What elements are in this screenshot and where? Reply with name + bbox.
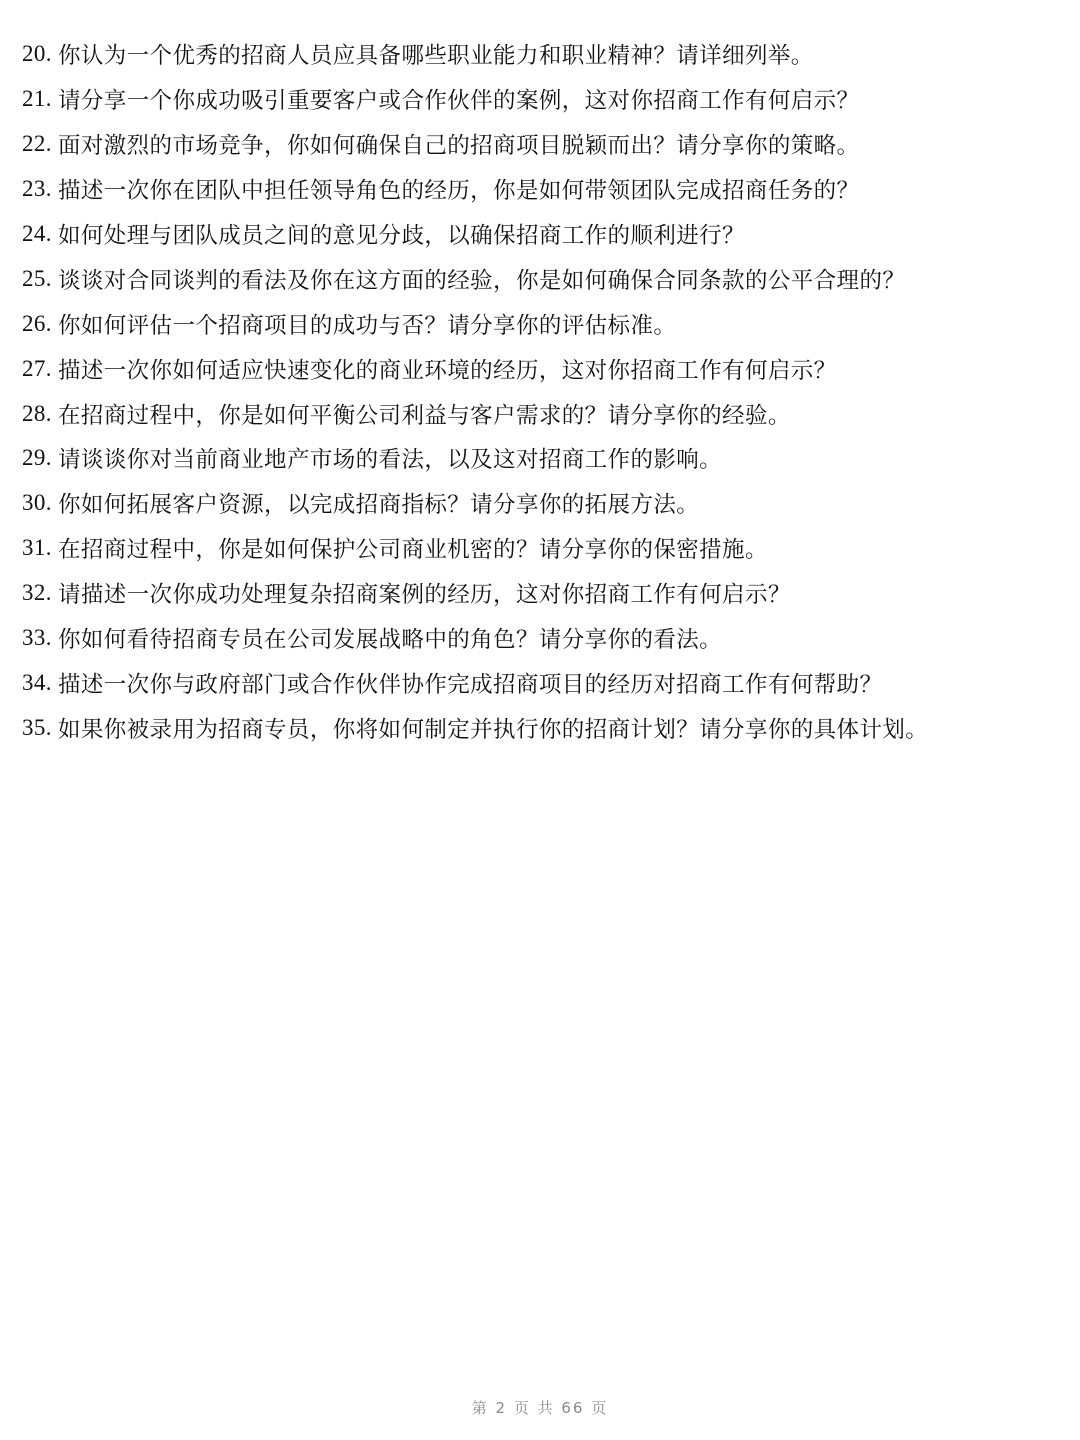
question-item bbox=[22, 301, 1072, 346]
question-text: 面对激烈的市场竞争，你如何确保自己的招商项目脱颖而出？请分享你的策略。 bbox=[57, 133, 860, 160]
question-item bbox=[22, 436, 1072, 481]
question-item bbox=[22, 346, 1072, 391]
question-number: 27. bbox=[22, 355, 52, 381]
question-text: 你如何拓展客户资源，以完成招商指标？请分享你的拓展方法。 bbox=[57, 492, 700, 519]
question-number: 24. bbox=[22, 221, 52, 246]
question-number: 32. bbox=[22, 580, 52, 606]
question-text: 如何处理与团队成员之间的意见分歧，以确保招商工作的顺利进行？ bbox=[57, 223, 745, 249]
question-text: 谈谈对合同谈判的看法及你在这方面的经验，你是如何确保合同条款的公平合理的？ bbox=[57, 267, 906, 294]
question-number: 20. bbox=[22, 41, 52, 67]
question-number: 29. bbox=[22, 445, 52, 471]
question-item bbox=[22, 167, 1072, 212]
question-text: 在招商过程中，你是如何平衡公司利益与客户需求的？请分享你的经验。 bbox=[57, 402, 791, 429]
question-text: 请谈谈你对当前商业地产市场的看法，以及这对招商工作的影响。 bbox=[57, 447, 723, 474]
question-item bbox=[22, 705, 1072, 750]
question-list bbox=[22, 32, 1072, 750]
question-number: 26. bbox=[22, 310, 52, 336]
question-text: 在招商过程中，你是如何保护公司商业机密的？请分享你的保密措施。 bbox=[57, 537, 768, 564]
question-item bbox=[22, 391, 1072, 436]
question-number: 22. bbox=[22, 131, 52, 157]
question-text: 你如何评估一个招商项目的成功与否？请分享你的评估标准。 bbox=[57, 312, 677, 339]
question-item bbox=[22, 616, 1072, 661]
question-item bbox=[22, 526, 1072, 571]
question-number: 33. bbox=[22, 625, 52, 651]
question-text: 描述一次你在团队中担任领导角色的经历，你是如何带领团队完成招商任务的？ bbox=[57, 178, 860, 205]
question-number: 25. bbox=[22, 265, 52, 291]
question-item bbox=[22, 212, 1072, 257]
question-number: 31. bbox=[22, 535, 52, 561]
question-item bbox=[22, 32, 1072, 77]
question-text: 描述一次你如何适应快速变化的商业环境的经历，这对你招商工作有何启示？ bbox=[57, 357, 837, 384]
question-text: 描述一次你与政府部门或合作伙伴协作完成招商项目的经历对招商工作有何帮助？ bbox=[57, 671, 883, 698]
question-item bbox=[22, 571, 1072, 616]
question-item bbox=[22, 481, 1072, 526]
question-item bbox=[22, 122, 1072, 167]
question-number: 34. bbox=[22, 669, 52, 695]
question-number: 30. bbox=[22, 490, 52, 516]
question-text: 请分享一个你成功吸引重要客户或合作伙伴的案例，这对你招商工作有何启示？ bbox=[57, 88, 860, 115]
question-item bbox=[22, 256, 1072, 301]
question-text: 你如何看待招商专员在公司发展战略中的角色？请分享你的看法。 bbox=[57, 627, 723, 654]
question-number: 28. bbox=[22, 400, 52, 426]
question-text: 如果你被录用为招商专员，你将如何制定并执行你的招商计划？请分享你的具体计划。 bbox=[57, 716, 929, 743]
question-text: 你认为一个优秀的招商人员应具备哪些职业能力和职业精神？请详细列举。 bbox=[57, 43, 814, 70]
question-item bbox=[22, 660, 1072, 705]
question-number: 23. bbox=[22, 176, 52, 202]
question-number: 35. bbox=[22, 714, 52, 740]
question-item bbox=[22, 77, 1072, 122]
question-number: 21. bbox=[22, 86, 52, 112]
question-text: 请描述一次你成功处理复杂招商案例的经历，这对你招商工作有何启示？ bbox=[57, 582, 791, 609]
page-footer: 第 2 页 共 66 页 bbox=[471, 1399, 609, 1417]
